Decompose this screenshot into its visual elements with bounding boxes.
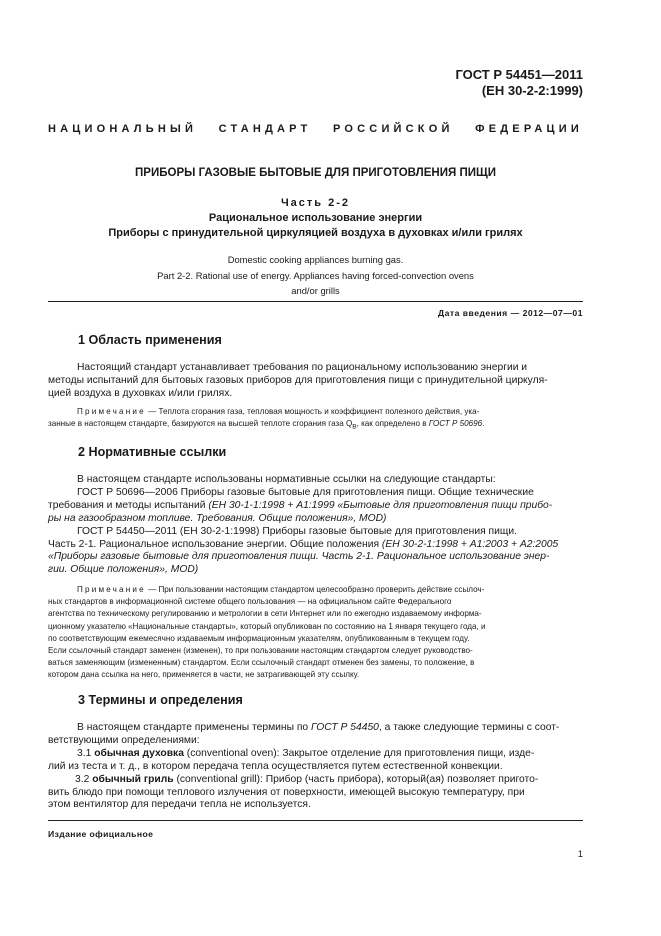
reference-line: гии. Общие положения», MOD) bbox=[48, 564, 199, 576]
document-title: ПРИБОРЫ ГАЗОВЫЕ БЫТОВЫЕ ДЛЯ ПРИГОТОВЛЕНИЯ ПИЩИ bbox=[135, 167, 496, 179]
term-name: обычный гриль bbox=[92, 773, 174, 785]
text-line: В настоящем стандарте использованы нормативные ссылки на следующие стандарты: bbox=[77, 474, 496, 485]
references-note bbox=[48, 584, 583, 682]
note-line: Если ссылочный стандарт заменен (изменен), то при пользовании настоящим стандартом следует руководство- bbox=[48, 646, 473, 656]
note-line: ных стандартов в информационной системе общего пользования — на официальном сайте Федерального bbox=[48, 597, 452, 607]
edition-label: Издание официальное bbox=[48, 829, 154, 839]
note-line: по соответствующим ежемесячно издаваемым информационным указателям, опубликованным в текущем году. bbox=[48, 633, 470, 643]
text-line: методы испытаний для бытовых газовых приборов для приготовления пищи с принудительной циркуля- bbox=[48, 374, 548, 386]
subtitle-line2: Приборы с принудительной циркуляцией воздуха в духовках и/или грилях bbox=[108, 227, 523, 239]
terms-block bbox=[48, 722, 583, 812]
term-definition: 3.2 обычный гриль (conventional grill): Прибор (часть прибора), который(ая) позволяет пригото- bbox=[75, 773, 539, 785]
national-standard-banner bbox=[48, 123, 583, 135]
note-line: Примечание — При пользовании настоящим стандартом целесообразно проверить действие ссылоч- bbox=[77, 585, 485, 594]
text-line: В настоящем стандарте применены термины по ГОСТ Р 54450, а также следующие термины с соот- bbox=[77, 722, 560, 733]
divider bbox=[48, 301, 583, 302]
text-line: этом вентилятор для передачи тепла не используется. bbox=[48, 799, 311, 811]
text-line: ветствующими определениями: bbox=[48, 734, 200, 746]
note-line: ваться заменяющим (измененным) стандартом. Если ссылочный стандарт отменен без замены, то положение, в bbox=[48, 658, 475, 668]
page-number: 1 bbox=[577, 849, 583, 860]
banner-word: ФЕДЕРАЦИИ bbox=[475, 123, 583, 135]
text-line: Настоящий стандарт устанавливает требования по рациональному использованию энергии и bbox=[77, 362, 528, 373]
reference-line: Часть 2-1. Рациональное использование энергии. Общие положения (ЕН 30-2-1:1998 + А1:2003 + А2:2005 bbox=[48, 538, 559, 550]
reference-line: «Приборы газовые бытовые для приготовления пищи. Часть 2-1. Рациональное использование энер- bbox=[48, 551, 550, 563]
reference-line: ры на газообразном топливе. Требования. Общие положения», MOD) bbox=[48, 512, 387, 524]
scope-paragraph bbox=[48, 362, 583, 401]
section-heading-terms: 3 Термины и определения bbox=[78, 693, 243, 707]
reference-line: требования и методы испытаний (ЕН 30-1-1:1998 + А1:1999 «Бытовые для приготовления пищи прибо- bbox=[48, 499, 553, 511]
reference-line: ГОСТ Р 54450—2011 (ЕН 30-2-1:1998) Приборы газовые бытовые для приготовления пищи. bbox=[77, 525, 517, 537]
note-label: Примечание bbox=[77, 585, 146, 594]
note-line: Примечание — Теплота сгорания газа, тепловая мощность и коэффициент полезного действия, ука- bbox=[77, 407, 480, 416]
reference-line: ГОСТ Р 50696—2006 Приборы газовые бытовые для приготовления пищи. Общие технические bbox=[77, 486, 534, 498]
term-name: обычная духовка bbox=[94, 747, 184, 759]
english-title-line: Domestic cooking appliances burning gas. bbox=[227, 254, 404, 265]
scope-note bbox=[48, 406, 583, 434]
term-definition: 3.1 обычная духовка (conventional oven): Закрытое отделение для приготовления пищи, изде- bbox=[77, 747, 535, 759]
note-label: Примечание bbox=[77, 407, 146, 416]
english-title-line: and/or grills bbox=[291, 285, 340, 296]
text-line: вить блюдо при помощи теплового излучения от поверхности, имеющей высокую температуру, при bbox=[48, 786, 525, 798]
banner-word: РОССИЙСКОЙ bbox=[333, 123, 454, 135]
references-block bbox=[48, 474, 583, 577]
section-heading-normative-references: 2 Нормативные ссылки bbox=[78, 445, 227, 459]
note-line: занные в настоящем стандарте, базируются на высшей теплоте сгорания газа $Q_B$, как определено в ГОСТ Р 50696. bbox=[48, 419, 485, 431]
section-heading-scope: 1 Область применения bbox=[78, 333, 222, 347]
text-line: цией воздуха в духовках и/или грилях. bbox=[48, 387, 233, 399]
text-line: лий из теста и т. д., в котором передача тепла осуществляется путем естественной конвекции. bbox=[48, 760, 503, 772]
introduction-date: Дата введения — 2012—07—01 bbox=[437, 308, 583, 318]
subtitle-line1: Рациональное использование энергии bbox=[208, 212, 423, 224]
note-line: агентства по техническому регулированию и метрологии в сети Интернет или по ежегодно издаваемому информа- bbox=[48, 609, 482, 619]
standard-code-line1: ГОСТ Р 54451—2011 bbox=[455, 67, 583, 82]
note-line: ционному указателю «Национальные стандарты», который опубликован по состоянию на 1 января текущего года, и bbox=[48, 621, 486, 631]
part-number: Часть 2-2 bbox=[280, 197, 351, 209]
english-title bbox=[48, 252, 583, 299]
standard-code bbox=[455, 67, 583, 99]
divider bbox=[48, 820, 583, 821]
english-title-line: Part 2-2. Rational use of energy. Appliances having forced-convection ovens bbox=[157, 269, 474, 281]
standard-code-line2: (ЕН 30-2-2:1999) bbox=[481, 83, 583, 98]
banner-word: НАЦИОНАЛЬНЫЙ bbox=[48, 123, 198, 135]
banner-word: СТАНДАРТ bbox=[218, 123, 312, 135]
note-line: котором дана ссылка на него, применяется в части, не затрагивающей эту ссылку. bbox=[48, 670, 360, 680]
